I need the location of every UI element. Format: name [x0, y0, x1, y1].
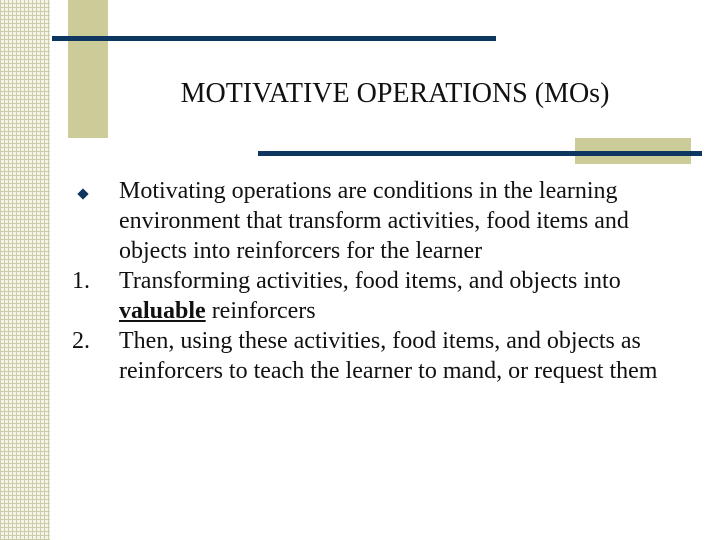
left-grid-decoration — [0, 0, 50, 540]
top-navy-bar — [52, 36, 496, 41]
bullet-list — [72, 176, 692, 386]
top-olive-block — [68, 0, 108, 138]
slide-title: MOTIVATIVE OPERATIONS (MOs) — [180, 78, 610, 109]
diamond-bullet-icon — [77, 188, 88, 199]
item-number: 1. — [72, 268, 90, 294]
item-text: Transforming activities, food items, and objects into valuable reinforcers — [119, 268, 621, 324]
item-text: Then, using these activities, food items, and objects as reinforcers to teach the learner to mand, or request them — [119, 328, 658, 384]
numbered-item — [72, 326, 692, 386]
item-number: 2. — [72, 328, 90, 354]
bottom-navy-bar — [258, 151, 702, 156]
emphasis-word: valuable — [119, 298, 206, 324]
bullet-item — [72, 176, 692, 266]
numbered-item — [72, 266, 692, 326]
bullet-text: Motivating operations are conditions in the learning environment that transform activities, food items and objects into reinforcers for the learner — [119, 178, 629, 264]
